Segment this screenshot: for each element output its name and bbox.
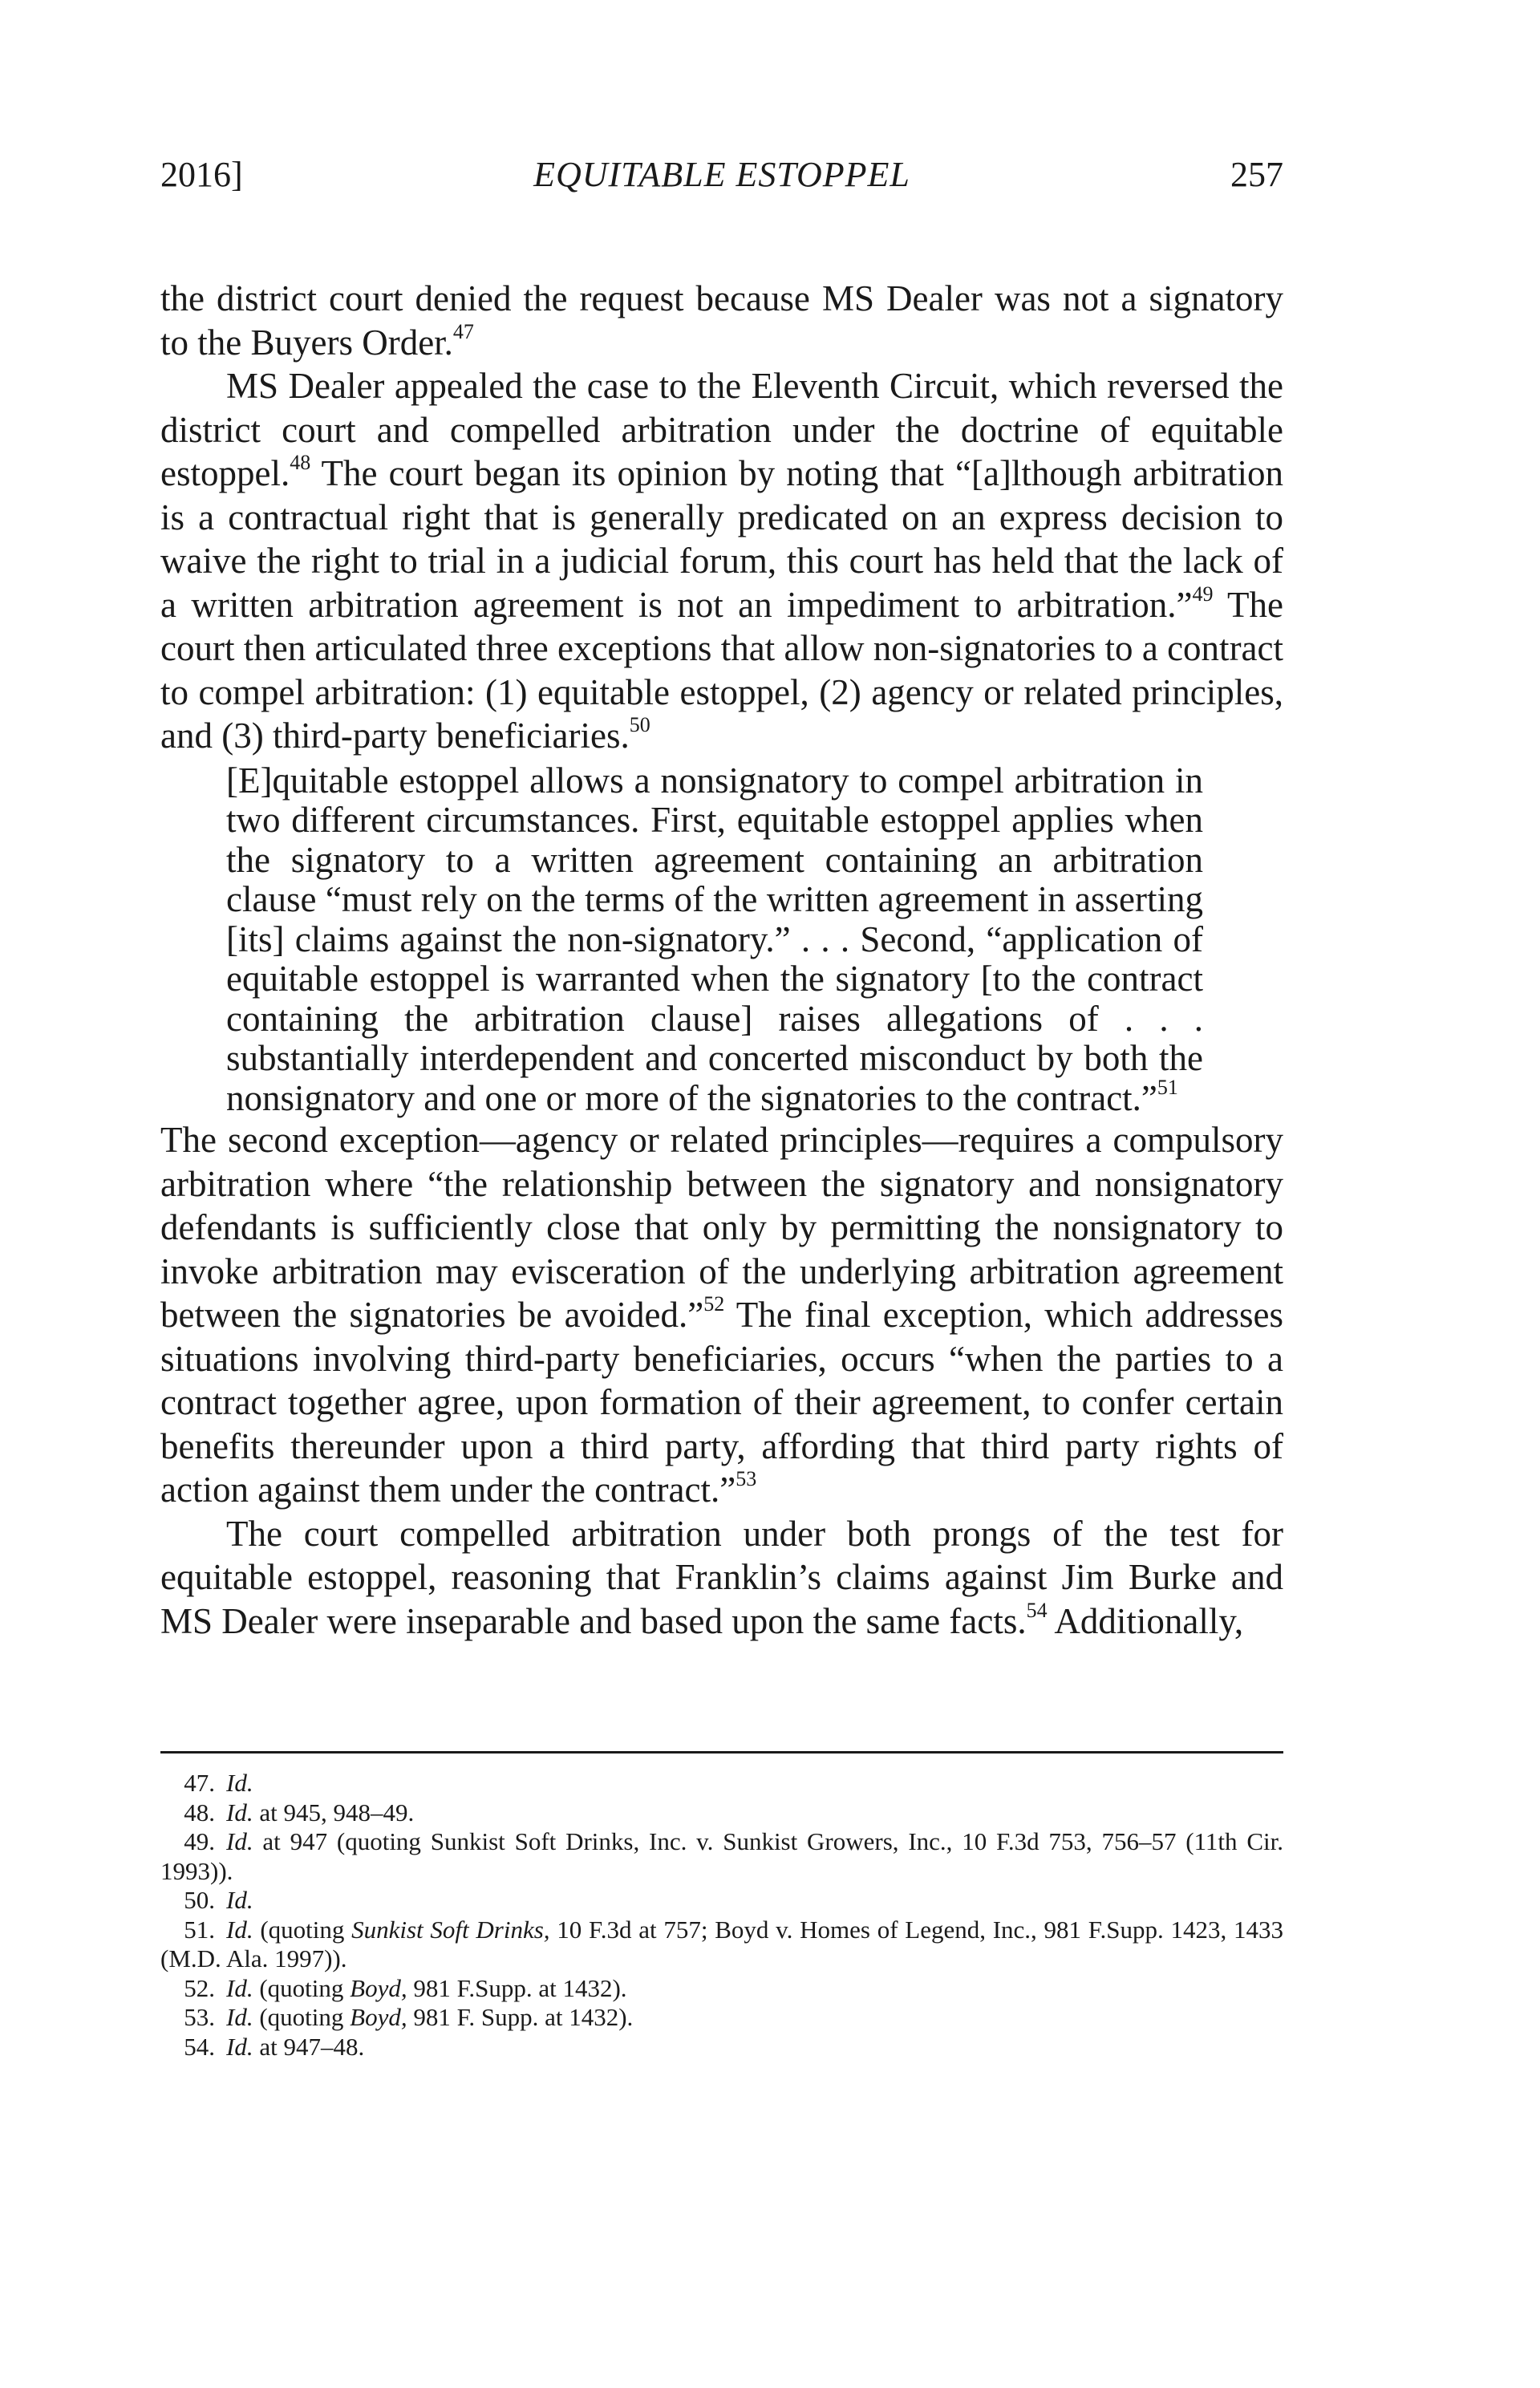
- header-page-number: 257: [1230, 155, 1283, 194]
- block-quote: [226, 761, 1203, 1119]
- footnote-case-name: Boyd,: [350, 2003, 407, 2031]
- footnote-47: [160, 1769, 1283, 1798]
- footnote-ref-52: 52: [703, 1292, 725, 1316]
- footnote-text-a: (quoting: [253, 1915, 352, 1944]
- footnote-case-name: Sunkist Soft Drinks,: [351, 1915, 550, 1944]
- footnote-text-b: 981 F. Supp. at 1432).: [407, 2003, 634, 2031]
- footnote-text-a: (quoting: [253, 2003, 351, 2031]
- footnote-ref-50: 50: [629, 713, 650, 736]
- footnote-text-a: (quoting: [253, 1973, 351, 2002]
- footnotes: [160, 1769, 1283, 2062]
- header-year: 2016]: [160, 155, 243, 194]
- paragraph-1: [160, 277, 1283, 364]
- footnote-case-name: Boyd,: [350, 1973, 407, 2002]
- footnote-id: Id.: [226, 1798, 253, 1826]
- footnote-id: Id.: [226, 1886, 253, 1914]
- footnote-id: Id.: [226, 1769, 253, 1797]
- footnote-id: Id.: [226, 1973, 253, 2002]
- footnote-divider: [160, 1751, 1283, 1753]
- footnote-id: Id.: [226, 2003, 253, 2031]
- footnote-number: 51.: [184, 1915, 215, 1944]
- footnote-text: at 945, 948–49.: [253, 1798, 415, 1826]
- paragraph-3-text-a: The second exception—agency or related principles—requires a compulsory arbitration where “the relationship between the signatory and nonsignatory defendants is sufficiently close that only by permitting the nonsignatory to invoke arbitration may evisceration of the underlying arbitration agreement between the signatories be avoided.”: [160, 1120, 1283, 1335]
- footnote-50: [160, 1886, 1283, 1916]
- footnote-number: 54.: [184, 2032, 215, 2061]
- paragraph-4-text-b: Additionally,: [1047, 1600, 1244, 1641]
- paragraph-2-text-c: The court then articulated three exceptions that allow non-signatories to a contract to compel arbitration: (1) equitable estoppel, (2) agency or related principles, and (3) third-party beneficiaries.: [160, 584, 1283, 756]
- footnote-54: [160, 2033, 1283, 2062]
- footnote-number: 53.: [184, 2003, 215, 2031]
- footnote-51: [160, 1916, 1283, 1974]
- footnote-ref-53: 53: [736, 1467, 757, 1490]
- footnote-text-b: 981 F.Supp. at 1432).: [407, 1973, 627, 2002]
- paragraph-2: [160, 364, 1283, 758]
- footnote-ref-49: 49: [1192, 582, 1214, 606]
- footnote-ref-48: 48: [290, 451, 311, 474]
- footnote-ref-51: 51: [1157, 1075, 1178, 1099]
- paragraph-4-text-a: The court compelled arbitration under both prongs of the test for equitable estoppel, reasoning that Franklin’s claims against Jim Burke and MS Dealer were inseparable and based upon the same facts.: [160, 1513, 1283, 1641]
- footnote-49: [160, 1827, 1283, 1886]
- footnote-number: 52.: [184, 1973, 215, 2002]
- footnote-52: [160, 1974, 1283, 2004]
- footnote-ref-47: 47: [452, 319, 474, 343]
- paragraph-4: [160, 1512, 1283, 1644]
- footnote-48: [160, 1798, 1283, 1828]
- running-header: [160, 151, 1283, 199]
- footnote-text: at 947 (quoting Sunkist Soft Drinks, Inc. v. Sunkist Growers, Inc., 10 F.3d 753, 756–57 (11th Cir. 1993)).: [160, 1827, 1283, 1885]
- footnote-number: 49.: [184, 1827, 215, 1855]
- paragraph-3: [160, 1118, 1283, 1512]
- body-text: [160, 277, 1283, 1643]
- paragraph-2-text-a: MS Dealer appealed the case to the Eleventh Circuit, which reversed the district court and compelled arbitration under the doctrine of equitable estoppel.: [160, 366, 1283, 493]
- footnote-id: Id.: [226, 2032, 253, 2061]
- paragraph-2-text-b: The court began its opinion by noting that “[a]lthough arbitration is a contractual right that is generally predicated on an express decision to waive the right to trial in a judicial forum, this court has held that the lack of a written arbitration agreement is not an impediment to arbitration.”: [160, 453, 1283, 625]
- footnote-id: Id.: [226, 1827, 253, 1855]
- footnote-53: [160, 2003, 1283, 2033]
- paragraph-3-text-b: The final exception, which addresses situations involving third-party beneficiaries, occurs “when the parties to a contract together agree, upon formation of their agreement, to confer certain benefits thereunder upon a third party, affording that third party rights of action against them under the contract.”: [160, 1295, 1283, 1510]
- paragraph-1-text: the district court denied the request because MS Dealer was not a signatory to the Buyers Order.: [160, 278, 1283, 363]
- footnote-number: 48.: [184, 1798, 215, 1826]
- footnote-text: at 947–48.: [253, 2032, 365, 2061]
- footnote-id: Id.: [226, 1915, 253, 1944]
- header-running-title: EQUITABLE ESTOPPEL: [533, 155, 910, 194]
- footnote-text-b: 10 F.3d at 757; Boyd v. Homes of Legend, Inc., 981 F.Supp. 1423, 1433 (M.D. Ala. 1997)).: [160, 1915, 1283, 1972]
- footnote-ref-54: 54: [1026, 1598, 1048, 1622]
- footnote-number: 50.: [184, 1886, 215, 1914]
- block-quote-text: [E]quitable estoppel allows a nonsignatory to compel arbitration in two different circumstances. First, equitable estoppel applies when the signatory to a written agreement containing an arbitration clause “must rely on the terms of the written agreement in asserting [its] claims against the non-signatory.” . . . Second, “application of equitable estoppel is warranted when the signatory [to the contract containing the arbitration clause] raises allegations of . . . substantially interdependent and concerted misconduct by both the nonsignatory and one or more of the signatories to the contract.”: [226, 760, 1203, 1118]
- footnote-number: 47.: [184, 1769, 215, 1797]
